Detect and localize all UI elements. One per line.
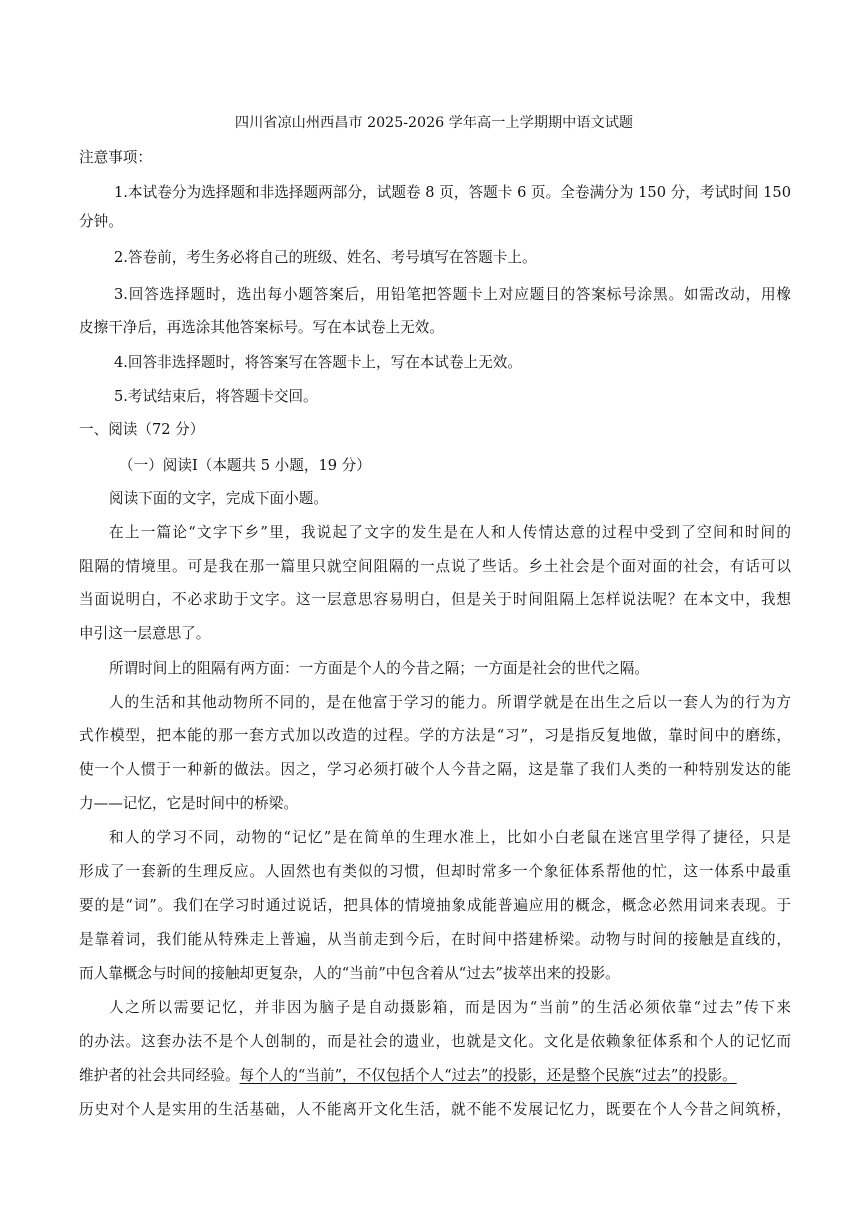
section-subheading: （一）阅读Ⅰ（本题共 5 小题，19 分） bbox=[119, 457, 371, 474]
passage-text: 维护者的社会共同经验。 bbox=[79, 1067, 240, 1084]
underlined-key-sentence: 每个人的“当前”，不仅包括个人“过去”的投影，还是整个民族“过去”的投影。 bbox=[239, 1067, 737, 1084]
section-heading: 一、阅读（72 分） bbox=[79, 421, 205, 438]
page-title: 四川省凉山州西昌市 2025-2026 学年高一上学期期中语文试题 bbox=[234, 115, 634, 131]
passage-line: 使一个人惯于一种新的做法。因之，学习必须打破个人今昔之隔，这是靠了我们人类的一种特别发达的能 bbox=[79, 761, 791, 778]
notice-item-3-line-1: 3.回答选择题时，选出每小题答案后，用铅笔把答题卡上对应题目的答案标号涂黑。如需改动，用橡 bbox=[114, 286, 791, 303]
notice-item-1-line-1: 1.本试卷分为选择题和非选择题两部分，试题卷 8 页，答题卡 6 页。全卷满分为 150 分，考试时间 150 bbox=[114, 184, 791, 201]
passage-line: 要的是“词”。我们在学习时通过说话，把具体的情境抽象成能普遍应用的概念，概念必然用词来表现。于 bbox=[79, 897, 791, 914]
passage-line: 在上一篇论“文字下乡”里，我说起了文字的发生是在人和人传情达意的过程中受到了空间和时间的 bbox=[109, 524, 791, 541]
passage-line bbox=[79, 1066, 791, 1086]
passage-line: 力——记忆，它是时间中的桥梁。 bbox=[79, 795, 298, 812]
passage-line: 人的生活和其他动物所不同的，是在他富于学习的能力。所谓学就是在出生之后以一套人为的行为方 bbox=[109, 694, 791, 711]
passage-line: 人之所以需要记忆，并非因为脑子是自动摄影箱，而是因为“当前”的生活必须依靠“过去”传下来 bbox=[109, 999, 791, 1016]
passage-line: 当面说明白，不必求助于文字。这一层意思容易明白，但是关于时间阻隔上怎样说法呢？在本文中，我想 bbox=[79, 591, 791, 608]
notice-item-5: 5.考试结束后，将答题卡交回。 bbox=[114, 388, 318, 405]
passage-line: 而人靠概念与时间的接触却更复杂，人的“当前”中包含着从“过去”拔萃出来的投影。 bbox=[79, 965, 620, 982]
passage-line: 和人的学习不同，动物的“记忆”是在简单的生理水准上，比如小白老鼠在迷宫里学得了捷径，只是 bbox=[109, 829, 791, 846]
passage-line: 的办法。这套办法不是个人创制的，而是社会的遗业，也就是文化。文化是依赖象征体系和个人的记忆而 bbox=[79, 1033, 791, 1050]
reading-instruction: 阅读下面的文字，完成下面小题。 bbox=[109, 490, 328, 507]
passage-line: 式作模型，把本能的那一套方式加以改造的过程。学的方法是“习”，习是指反复地做，靠时间中的磨练， bbox=[79, 727, 791, 744]
notice-item-3-line-2: 皮擦干净后，再选涂其他答案标号。写在本试卷上无效。 bbox=[79, 319, 444, 336]
notice-item-4: 4.回答非选择题时，将答案写在答题卡上，写在本试卷上无效。 bbox=[114, 354, 522, 371]
passage-line: 形成了一套新的生理反应。人固然也有类似的习惯，但却时常多一个象征体系帮他的忙，这一体系中最重 bbox=[79, 863, 791, 880]
passage-line: 阻隔的情境里。可是我在那一篇里只就空间阻隔的一点说了些话。乡土社会是个面对面的社会，有话可以 bbox=[79, 558, 791, 575]
passage-line: 申引这一层意思了。 bbox=[79, 625, 211, 642]
passage-line: 所谓时间上的阻隔有两方面：一方面是个人的今昔之隔；一方面是社会的世代之隔。 bbox=[109, 660, 649, 677]
notice-item-1-line-2: 分钟。 bbox=[79, 213, 123, 230]
notice-heading: 注意事项： bbox=[79, 149, 152, 166]
passage-line: 历史对个人是实用的生活基础，人不能离开文化生活，就不能不发展记忆力，既要在个人今昔之间筑桥， bbox=[79, 1101, 791, 1118]
notice-item-2: 2.答卷前，考生务必将自己的班级、姓名、考号填写在答题卡上。 bbox=[114, 249, 537, 266]
passage-line: 是靠着词，我们能从特殊走上普遍，从当前走到今后，在时间中搭建桥梁。动物与时间的接触是直线的， bbox=[79, 931, 791, 948]
